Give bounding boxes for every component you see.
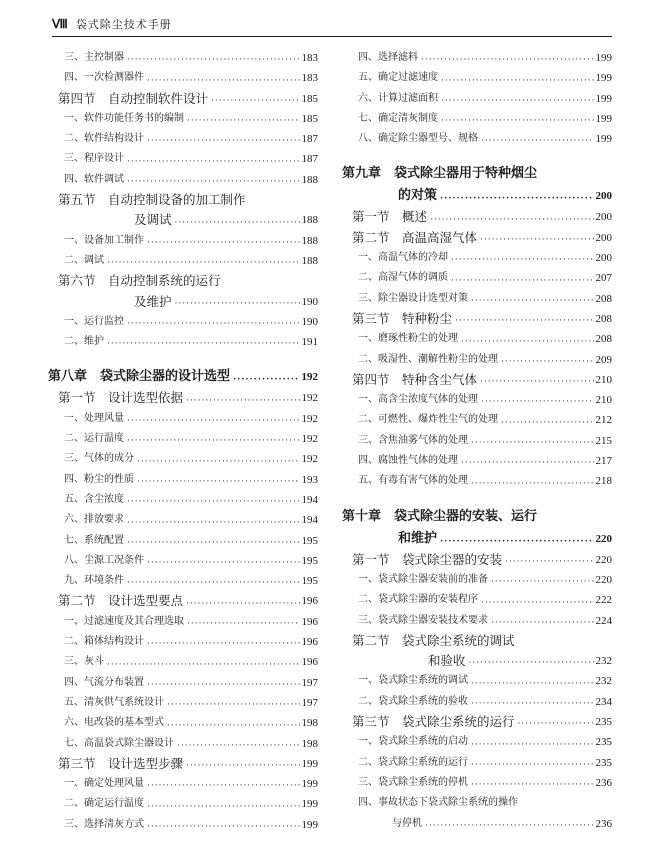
toc-item-title: 三、袋式除尘系统的停机	[358, 776, 468, 788]
toc-item	[48, 129, 318, 149]
toc-section-title: 第二节 袋式除尘系统的调试	[352, 632, 515, 648]
toc-chapter-title-cont: 和维护	[398, 530, 438, 546]
toc-item	[342, 350, 612, 370]
page-ref: 188	[301, 214, 318, 227]
leader-dots	[186, 397, 299, 406]
toc-item-title: 三、主控制器	[64, 52, 124, 63]
toc-item-title: 五、确定过滤速度	[358, 72, 438, 84]
toc-item	[48, 774, 318, 794]
toc-chapter-title-cont: 的对策	[398, 188, 438, 204]
toc-item	[48, 612, 318, 632]
leader-dots	[187, 620, 300, 629]
toc-item	[342, 611, 612, 631]
toc-item	[342, 732, 612, 752]
page-ref: 199	[595, 92, 612, 105]
leader-dots	[481, 398, 594, 407]
toc-section	[342, 370, 612, 390]
leader-dots	[518, 720, 594, 729]
leader-dots	[491, 578, 594, 587]
toc-section-title: 第四节 特种含尘气体	[352, 371, 478, 387]
toc-item	[48, 815, 318, 835]
leader-dots	[211, 97, 299, 106]
page-ref: 197	[301, 676, 318, 689]
page-ref: 220	[595, 573, 612, 586]
page-ref: 235	[595, 716, 612, 729]
leader-dots	[440, 538, 593, 547]
leader-dots	[471, 680, 594, 689]
toc-right-column	[342, 48, 612, 834]
page-ref: 232	[595, 655, 612, 668]
toc-item	[48, 470, 318, 490]
toc-section	[342, 309, 612, 329]
toc-section-title: 第二节 设计选型要点	[58, 593, 184, 609]
leader-dots	[147, 559, 300, 568]
toc-item	[48, 531, 318, 551]
leader-dots	[107, 340, 300, 349]
page-ref: 199	[301, 818, 318, 831]
toc-item	[342, 671, 612, 691]
toc-item	[342, 289, 612, 309]
toc-section	[48, 754, 318, 774]
toc-item-title: 八、确定除尘器型号、规格	[358, 133, 478, 145]
leader-dots	[147, 137, 300, 146]
page-ref: 188	[301, 254, 318, 267]
toc-gap	[342, 149, 612, 163]
page-ref: 198	[301, 717, 318, 730]
page-ref: 192	[301, 412, 318, 425]
toc-section-title: 第一节 袋式除尘器的安装	[352, 551, 503, 567]
page-ref: 235	[595, 736, 612, 749]
leader-dots	[491, 619, 594, 628]
leader-dots	[127, 519, 300, 528]
page-ref: 215	[595, 434, 612, 447]
toc-item-title: 一、袋式除尘系统的调试	[358, 675, 468, 687]
page-ref: 210	[595, 394, 612, 407]
leader-dots	[441, 97, 594, 106]
toc-item-title: 三、气体的成分	[64, 453, 134, 465]
page-ref: 191	[301, 336, 318, 349]
toc-item-title: 九、环境条件	[64, 575, 124, 587]
toc-section	[48, 210, 318, 230]
toc-item-title: 一、高温气体的冷却	[358, 252, 448, 264]
page-ref: 222	[595, 594, 612, 607]
page-ref: 185	[301, 92, 318, 105]
toc-item-title: 六、计算过滤面积	[358, 92, 438, 104]
page-ref: 200	[595, 252, 612, 265]
toc-item	[342, 329, 612, 349]
toc-section-title: 第一节 概述	[352, 209, 428, 225]
page-ref: 200	[595, 211, 612, 224]
page-ref: 234	[595, 695, 612, 708]
toc-chapter-title: 第九章 袋式除尘器用于特种烟尘	[342, 166, 538, 182]
toc-item-title: 一、运行监控	[64, 315, 124, 327]
toc-item	[48, 571, 318, 591]
leader-dots	[440, 195, 593, 204]
leader-dots	[421, 56, 594, 65]
leader-dots	[137, 478, 300, 487]
page-ref: 199	[595, 112, 612, 125]
page-ref: 232	[595, 675, 612, 688]
toc-item	[48, 48, 318, 68]
leader-dots	[107, 259, 300, 268]
leader-dots	[147, 803, 300, 812]
leader-dots	[471, 439, 594, 448]
leader-dots	[233, 376, 299, 385]
leader-dots	[471, 761, 594, 770]
leader-dots	[186, 600, 299, 609]
toc-item	[48, 693, 318, 713]
toc-item-title: 一、过滤速度及其合理选取	[64, 615, 184, 627]
page-ref: 183	[301, 52, 318, 64]
toc-section-title: 第三节 设计选型步骤	[58, 755, 184, 771]
toc-item	[48, 673, 318, 693]
toc-item	[48, 149, 318, 169]
page-ref: 196	[301, 636, 318, 649]
page-ref: 207	[595, 272, 612, 285]
toc-chapter	[342, 185, 612, 207]
toc-item	[342, 753, 612, 773]
toc-item-title: 一、袋式除尘器安装前的准备	[358, 573, 488, 585]
toc-item-title: 三、袋式除尘器安装技术要求	[358, 614, 488, 626]
toc-item	[342, 431, 612, 451]
toc-chapter-title: 第八章 袋式除尘器的设计选型	[48, 369, 231, 385]
toc-section-title-cont: 及调试	[134, 212, 172, 228]
leader-dots	[147, 640, 300, 649]
toc-item-title: 八、尘源工况条件	[64, 554, 144, 566]
toc-item	[48, 490, 318, 510]
leader-dots	[127, 498, 300, 507]
toc-item-title: 三、灰斗	[64, 656, 104, 668]
leader-dots	[501, 419, 594, 428]
toc-item-title: 三、含焦油雾气体的处理	[358, 434, 468, 446]
toc-item-title: 七、确定清灰制度	[358, 112, 438, 124]
toc-item	[48, 449, 318, 469]
toc-item-title: 一、袋式除尘系统的启动	[358, 736, 468, 748]
toc-item	[342, 471, 612, 491]
toc-section-title-cont: 及维护	[134, 293, 172, 309]
leader-dots	[425, 822, 594, 831]
toc-item	[48, 713, 318, 733]
toc-item-title: 七、系统配置	[64, 534, 124, 546]
toc-section-title: 第三节 特种粉尘	[352, 310, 453, 326]
toc-item	[48, 794, 318, 814]
leader-dots	[127, 579, 300, 588]
toc-item	[48, 632, 318, 652]
page-ref: 196	[301, 615, 318, 628]
toc-item	[48, 170, 318, 190]
page-ref: 220	[595, 532, 612, 545]
toc-item	[342, 248, 612, 268]
toc-item-title: 一、设备加工制作	[64, 234, 144, 246]
page-ref: 235	[595, 756, 612, 769]
page-ref: 190	[301, 315, 318, 328]
page-ref: 210	[595, 373, 612, 386]
toc-item	[48, 231, 318, 251]
leader-dots	[501, 358, 594, 367]
leader-dots	[461, 338, 594, 347]
leader-dots	[430, 216, 593, 225]
leader-dots	[505, 558, 593, 567]
leader-dots	[469, 659, 594, 668]
toc-item-title: 一、磨琢性粉尘的处理	[358, 333, 458, 345]
toc-section	[48, 591, 318, 611]
toc-item	[48, 734, 318, 754]
toc-gap	[342, 492, 612, 506]
toc-item	[48, 312, 318, 332]
toc-section-title: 第三节 袋式除尘系统的运行	[352, 714, 515, 730]
leader-dots	[481, 599, 594, 608]
toc-item	[48, 551, 318, 571]
toc-item	[48, 251, 318, 271]
toc-item	[342, 68, 612, 88]
toc-item-title: 二、高湿气体的调质	[358, 272, 448, 284]
toc-item-title: 五、有毒有害气体的处理	[358, 475, 468, 487]
leader-dots	[167, 722, 300, 731]
leader-dots	[471, 480, 594, 489]
toc-item	[342, 89, 612, 109]
toc-item-title-cont: 与停机	[392, 817, 422, 829]
toc-chapter-title: 第十章 袋式除尘器的安装、运行	[342, 508, 538, 524]
page-ref: 217	[595, 455, 612, 468]
toc-item-title: 三、除尘器设计选型对策	[358, 292, 468, 304]
page-ref: 220	[595, 553, 612, 566]
toc-section	[48, 388, 318, 408]
toc-item-title: 六、排放要求	[64, 514, 124, 526]
page-ref: 208	[595, 312, 612, 325]
toc-item-title: 二、吸湿性、潮解性粉尘的处理	[358, 353, 498, 365]
toc-item	[342, 48, 612, 68]
page-ref: 209	[595, 353, 612, 366]
page-ref: 187	[301, 133, 318, 146]
leader-dots	[175, 219, 300, 228]
leader-dots	[147, 681, 300, 690]
page-ref: 199	[595, 72, 612, 85]
leader-dots	[451, 256, 594, 265]
toc-item-title: 二、软件结构设计	[64, 133, 144, 145]
toc-item-title: 四、气流分布装置	[64, 676, 144, 688]
toc-chapter	[48, 366, 318, 388]
page-ref: 199	[301, 798, 318, 811]
page-ref: 236	[595, 776, 612, 789]
toc-item-title: 四、事故状态下袋式除尘系统的操作	[358, 797, 518, 809]
page-ref: 196	[301, 595, 318, 608]
page-ref: 185	[301, 112, 318, 125]
leader-dots	[137, 458, 300, 467]
toc-item-title: 四、粉尘的性质	[64, 473, 134, 485]
leader-dots	[441, 117, 594, 126]
leader-dots	[127, 539, 300, 548]
toc-section	[342, 207, 612, 227]
toc-item-title: 四、软件调试	[64, 173, 124, 185]
toc-section	[342, 550, 612, 570]
toc-item	[342, 570, 612, 590]
toc-item	[48, 332, 318, 352]
toc-item	[342, 692, 612, 712]
leader-dots	[127, 320, 300, 329]
page-ref: 198	[301, 737, 318, 750]
toc-item-title: 二、维护	[64, 336, 104, 348]
toc-item-title: 二、调试	[64, 254, 104, 266]
leader-dots	[127, 158, 300, 167]
page-ref: 197	[301, 696, 318, 709]
toc-item-title: 一、高含尘浓度气体的处理	[358, 394, 478, 406]
page-ref: 218	[595, 475, 612, 488]
toc-section-title: 第二节 高温高湿气体	[352, 229, 478, 245]
page-ref: 199	[595, 52, 612, 64]
page-ref: 194	[301, 514, 318, 527]
page-ref: 236	[595, 817, 612, 830]
page-ref: 199	[301, 778, 318, 791]
toc-item	[342, 109, 612, 129]
toc-item-title: 四、一次检测器件	[64, 72, 144, 84]
page-ref: 195	[301, 554, 318, 567]
book-title: 袋式除尘技术手册	[75, 18, 172, 31]
toc-item	[48, 510, 318, 530]
page-ref: 224	[595, 614, 612, 627]
toc-item-title: 二、袋式除尘器的安装程序	[358, 594, 478, 606]
toc-section	[48, 89, 318, 109]
leader-dots	[127, 178, 300, 187]
leader-dots	[481, 137, 594, 146]
leader-dots	[471, 700, 594, 709]
toc-item-title: 一、确定处理风量	[64, 778, 144, 790]
leader-dots	[480, 236, 593, 245]
toc-item	[48, 109, 318, 129]
page-ref: 183	[301, 72, 318, 85]
toc-item-title: 三、选择清灰方式	[64, 818, 144, 830]
leader-dots	[127, 417, 300, 426]
toc-item-title: 二、箱体结构设计	[64, 636, 144, 648]
page-ref: 212	[595, 414, 612, 427]
leader-dots	[147, 782, 300, 791]
toc-item-title: 三、程序设计	[64, 153, 124, 165]
page-ref: 195	[301, 575, 318, 588]
toc-item-title: 二、确定运行温度	[64, 798, 144, 810]
toc-item	[342, 814, 612, 834]
toc-item-title: 二、运行温度	[64, 433, 124, 445]
toc-chapter	[342, 528, 612, 550]
toc-item	[48, 429, 318, 449]
toc-section-title: 第五节 自动控制设备的加工制作	[58, 192, 246, 208]
page-ref: 200	[595, 190, 612, 203]
page-ref: 196	[301, 656, 318, 669]
toc-section-title-cont: 和验收	[428, 653, 466, 669]
toc-item	[342, 268, 612, 288]
leader-dots	[186, 762, 299, 771]
toc-item	[342, 773, 612, 793]
leader-dots	[471, 781, 594, 790]
page-ref: 193	[301, 473, 318, 486]
toc-item	[48, 409, 318, 429]
page-ref: 194	[301, 493, 318, 506]
page-ref: 199	[301, 757, 318, 770]
leader-dots	[451, 277, 594, 286]
page-ref: 190	[301, 295, 318, 308]
toc-section	[342, 712, 612, 732]
page-ref: 195	[301, 534, 318, 547]
toc-item-title: 六、电改袋的基本型式	[64, 717, 164, 729]
toc-gap	[48, 352, 318, 366]
leader-dots	[480, 378, 593, 387]
toc-item-title: 七、高温袋式除尘器设计	[64, 737, 174, 749]
toc-item-title: 二、袋式除尘系统的验收	[358, 695, 468, 707]
toc-section	[342, 228, 612, 248]
toc-item-title: 五、清灰供气系统设计	[64, 696, 164, 708]
toc-item	[342, 590, 612, 610]
toc-item	[342, 410, 612, 430]
leader-dots	[147, 77, 300, 86]
leader-dots	[175, 300, 300, 309]
toc-item-title: 四、腐蚀性气体的处理	[358, 455, 458, 467]
leader-dots	[455, 317, 593, 326]
toc-item	[342, 451, 612, 471]
toc-item	[48, 68, 318, 88]
leader-dots	[127, 56, 300, 65]
toc-left-column	[48, 48, 318, 835]
running-header	[52, 12, 612, 37]
leader-dots	[471, 741, 594, 750]
page-ref: 208	[595, 333, 612, 346]
leader-dots	[471, 297, 594, 306]
page-ref: 188	[301, 173, 318, 186]
toc-item	[342, 390, 612, 410]
leader-dots	[147, 823, 300, 832]
toc-section-title: 第一节 设计选型依据	[58, 390, 184, 406]
toc-section-title: 第四节 自动控制软件设计	[58, 90, 209, 106]
toc-item-title: 四、选择滤料	[358, 52, 418, 63]
page-ref: 192	[301, 392, 318, 405]
page-ref: 188	[301, 234, 318, 247]
page-ref: 192	[301, 453, 318, 466]
leader-dots	[177, 742, 300, 751]
leader-dots	[147, 239, 300, 248]
toc-item-title: 二、袋式除尘系统的运行	[358, 756, 468, 768]
page-ref: 187	[301, 153, 318, 166]
toc-item	[48, 652, 318, 672]
page-ref: 208	[595, 292, 612, 305]
leader-dots	[107, 661, 300, 670]
leader-dots	[441, 77, 594, 86]
leader-dots	[127, 437, 300, 446]
page-number: Ⅷ	[52, 17, 68, 31]
page-ref: 192	[301, 371, 318, 384]
toc-section-title: 第六节 自动控制系统的运行	[58, 273, 221, 289]
page-ref: 199	[595, 133, 612, 146]
page-ref: 200	[595, 231, 612, 244]
leader-dots	[461, 459, 594, 468]
toc-section	[342, 651, 612, 671]
toc-item	[342, 129, 612, 149]
toc-item-title: 一、处理风量	[64, 412, 124, 424]
leader-dots	[167, 701, 300, 710]
toc-item-title: 二、可燃性、爆炸性尘气的处理	[358, 414, 498, 426]
page-ref: 192	[301, 433, 318, 446]
leader-dots	[187, 117, 300, 126]
toc-section	[48, 292, 318, 312]
toc-item-title: 一、软件功能任务书的编制	[64, 112, 184, 124]
toc-item-title: 五、含尘浓度	[64, 493, 124, 505]
